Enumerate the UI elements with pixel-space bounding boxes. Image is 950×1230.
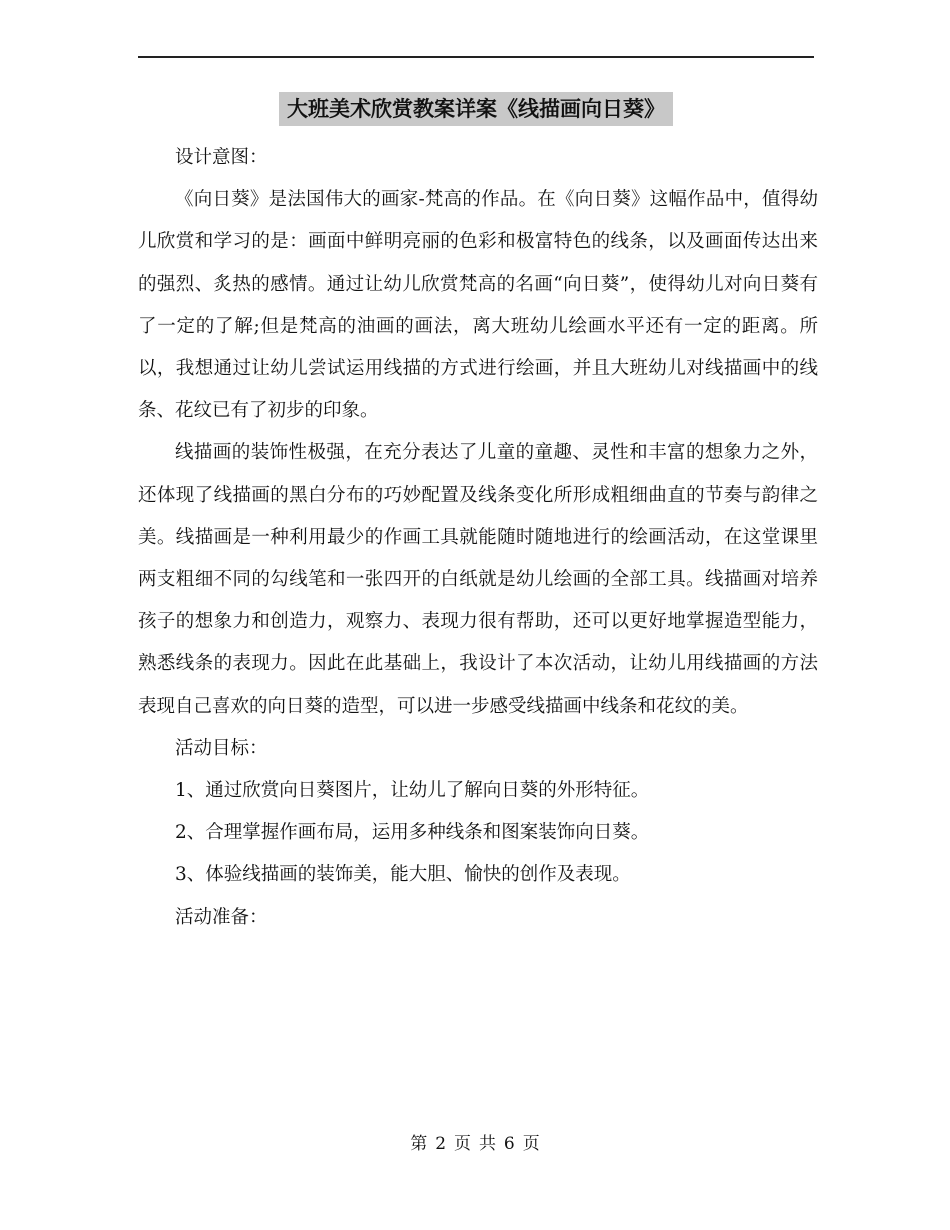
goal-item: 2、合理掌握作画布局，运用多种线条和图案装饰向日葵。 (175, 822, 650, 844)
section-heading-activity-prep: 活动准备： (175, 906, 268, 928)
header-rule (138, 56, 814, 58)
page-number: 第 2 页 共 6 页 (410, 1134, 540, 1154)
section-heading-design-intent: 设计意图： (175, 147, 268, 168)
body-paragraph: 《向日葵》是法国伟大的画家-梵高的作品。在《向日葵》这幅作品中，值得幼儿欣赏和学习的是：画面中鲜明亮丽的色彩和极富特色的线条，以及画面传达出来的强烈、炙热的感情。通过让幼儿欣赏梵高的名画“向日葵”，使得幼儿对向日葵有了一定的了解;但是梵高的油画的画法，离大班幼儿绘画水平还有一定的距离。所以，我想通过让幼儿尝试运用线描的方式进行绘画，并且大班幼儿对线描画中的线条、花纹已有了初步的印象。 (138, 189, 818, 422)
document-title: 大班美术欣赏教案详案《线描画向日葵》 (279, 92, 673, 126)
body-paragraph: 线描画的装饰性极强，在充分表达了儿童的童趣、灵性和丰富的想象力之外，还体现了线描画的黑白分布的巧妙配置及线条变化所形成粗细曲直的节奏与韵律之美。线描画是一种利用最少的作画工具就能随时随地进行的绘画活动，在这堂课里两支粗细不同的勾线笔和一张四开的白纸就是幼儿绘画的全部工具。线描画对培养孩子的想象力和创造力，观察力、表现力很有帮助，还可以更好地掌握造型能力，熟悉线条的表现力。因此在此基础上，我设计了本次活动，让幼儿用线描画的方法表现自己喜欢的向日葵的造型，可以进一步感受线描画中线条和花纹的美。 (138, 442, 818, 717)
section-heading-activity-goals: 活动目标： (175, 737, 268, 759)
title-container (138, 92, 814, 126)
goal-item: 3、体验线描画的装饰美，能大胆、愉快的创作及表现。 (175, 864, 631, 886)
goal-item: 1、通过欣赏向日葵图片，让幼儿了解向日葵的外形特征。 (175, 780, 650, 802)
document-body (138, 137, 818, 939)
